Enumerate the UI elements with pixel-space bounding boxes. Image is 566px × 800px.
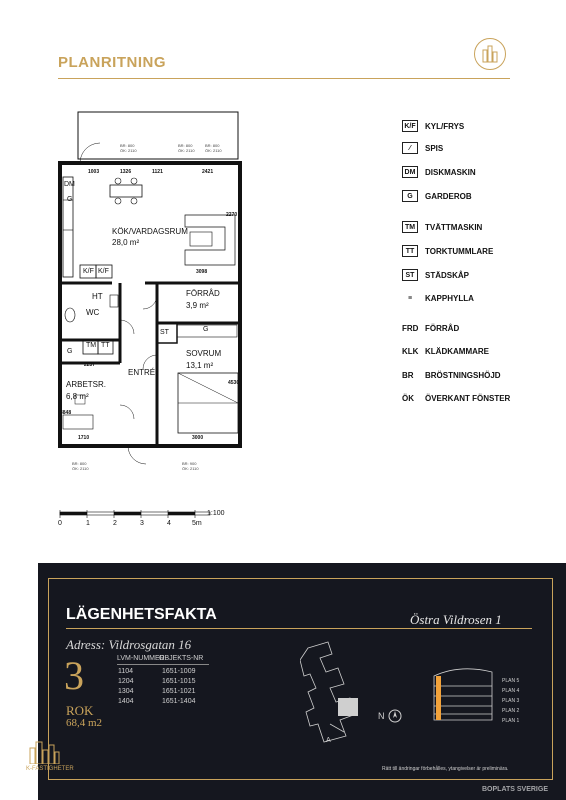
table-row: 1651-1021 (162, 688, 196, 695)
legend-box-kf: K/F (402, 120, 418, 132)
abbr-row-br: BR BRÖSTNINGSHÖJD (402, 371, 501, 380)
legend-box-dm: DM (402, 166, 418, 178)
hall-label: ENTRÉ (128, 368, 156, 377)
dim-2237: 2237 (84, 362, 96, 368)
scale-tick-2: 2 (113, 520, 117, 527)
table-row: 1104 (118, 668, 134, 675)
dim-3848: 3848 (60, 410, 72, 416)
legend-row-tm (402, 221, 482, 233)
legend-row-stove (402, 142, 443, 154)
address: Adress: Vildrosgatan 16 (66, 637, 192, 652)
wardrobe-label-1: G (203, 326, 209, 333)
wardrobe-label-2: G (67, 348, 73, 355)
study-area: 6,8 m² (66, 392, 89, 401)
dim-1326: 1326 (120, 169, 132, 175)
col-header-objekt: OBJEKTS-NR (159, 655, 204, 662)
legend-text-dm: DISKMASKIN (425, 167, 476, 177)
legend-row-st (402, 269, 469, 281)
coat-rack-icon: ≡ (407, 294, 413, 302)
table-row: 1204 (118, 678, 134, 685)
site-marker-a: A (326, 737, 331, 744)
scale-tick-4: 4 (167, 520, 171, 527)
disclaimer: Rätt till ändringar förbehålles, ytangivelser är preliminära. (382, 766, 509, 772)
kf-label-2: K/F (98, 268, 109, 275)
kf-label-1: K/F (83, 268, 94, 275)
title-divider (58, 78, 510, 79)
bedroom-area: 13,1 m² (186, 361, 214, 370)
abbr-row-frd: FRD FÖRRÅD (402, 324, 460, 333)
study-label: ARBETSR. (66, 380, 107, 389)
legend-row-kf (402, 120, 464, 132)
dim-4530: 4530 (228, 380, 240, 386)
legend-box-st: ST (402, 269, 418, 281)
tt-label: TT (101, 342, 110, 349)
legend-row-coat (402, 292, 474, 304)
scale-tick-0: 0 (58, 520, 62, 527)
rooms-number: 3 (64, 653, 84, 698)
window-note-1: BR: 800 ÖK: 2110 (120, 143, 137, 153)
window-note-3: BR: 800 ÖK: 2110 (205, 143, 222, 153)
dim-2270: 2270 (226, 212, 238, 218)
window-note-4: BR: 800 ÖK: 2110 (72, 461, 89, 471)
abbr-row-klk: KLK KLÄDKAMMARE (402, 347, 489, 356)
dm-label: DM (64, 181, 75, 188)
abbr-row-ok: ÖK ÖVERKANT FÖNSTER (402, 394, 511, 403)
watermark: BOPLATS SVERIGE (482, 786, 548, 793)
legend-box-tm: TM (402, 221, 418, 233)
dim-3098: 3098 (196, 269, 208, 275)
dim-1121: 1121 (152, 169, 163, 175)
legend-text-st: STÄDSKÅP (425, 270, 470, 280)
legend-text-tt: TORKTUMMLARE (425, 246, 494, 256)
compass-label: N (378, 711, 385, 721)
table-row: 1651-1009 (162, 668, 196, 675)
legend-text-tm: TVÄTTMASKIN (425, 222, 483, 232)
rooms-unit: ROK (66, 703, 94, 718)
floor-list: PLAN 5 PLAN 4 PLAN 3 PLAN 2 PLAN 1 (502, 678, 520, 724)
legend-row-tt (402, 245, 493, 257)
scale-tick-1: 1 (86, 520, 90, 527)
company-logo-icon (474, 38, 506, 70)
stove-icon: ⁄ (402, 142, 418, 154)
bedroom-label: SOVRUM (186, 349, 222, 358)
project-name: Östra Vildrosen 1 (410, 612, 502, 627)
site-plan-map (300, 640, 420, 750)
city-skyline-icon (27, 738, 61, 764)
legend-text-stove: SPIS (425, 143, 444, 153)
dim-1710: 1710 (78, 435, 90, 441)
legend-text-coat: KAPPHYLLA (425, 293, 474, 303)
wc-label: WC (86, 308, 100, 317)
table-header-rule (117, 664, 209, 665)
window-note-2: BR: 800 ÖK: 2110 (178, 143, 195, 153)
building-section-diagram (430, 662, 500, 722)
storage-area: 3,9 m² (186, 301, 209, 310)
company-name: K-FASTIGHETER (26, 766, 74, 772)
table-row: 1651-1015 (162, 678, 196, 685)
st-label: ST (160, 329, 169, 336)
table-row: 1304 (118, 688, 134, 695)
legend-text-g: GARDEROB (425, 191, 472, 201)
storage-label: FÖRRÅD (186, 289, 220, 298)
facts-heading: LÄGENHETSFAKTA (66, 606, 217, 623)
table-row: 1651-1404 (162, 698, 196, 705)
scale-tick-5: 5m (192, 520, 202, 527)
legend-box-g: G (402, 190, 418, 202)
dim-1003: 1003 (88, 169, 100, 175)
apartment-area: 68,4 m2 (66, 717, 103, 729)
kitchen-label: KÖK/VARDAGSRUM (112, 227, 188, 236)
dim-2421: 2421 (202, 169, 214, 175)
legend-box-tt: TT (402, 245, 418, 257)
legend-row-g (402, 190, 472, 202)
ht-label: HT (92, 292, 103, 301)
facts-divider (66, 628, 532, 629)
scale-ratio: 1:100 (207, 510, 225, 517)
wardrobe-label-3: G (67, 196, 73, 203)
window-note-5: BR: 900 ÖK: 2110 (182, 461, 199, 471)
scale-tick-3: 3 (140, 520, 144, 527)
compass-icon (387, 708, 403, 724)
page-title: PLANRITNING (58, 54, 166, 71)
legend-text-kf: KYL/FRYS (425, 121, 465, 131)
legend-row-dm (402, 166, 476, 178)
col-header-lvm: LVM-NUMMER (117, 655, 165, 662)
dim-3000: 3000 (192, 435, 204, 441)
table-row: 1404 (118, 698, 134, 705)
floor-plan (50, 105, 260, 475)
tm-label: TM (86, 342, 97, 349)
kitchen-area: 28,0 m² (112, 238, 140, 247)
